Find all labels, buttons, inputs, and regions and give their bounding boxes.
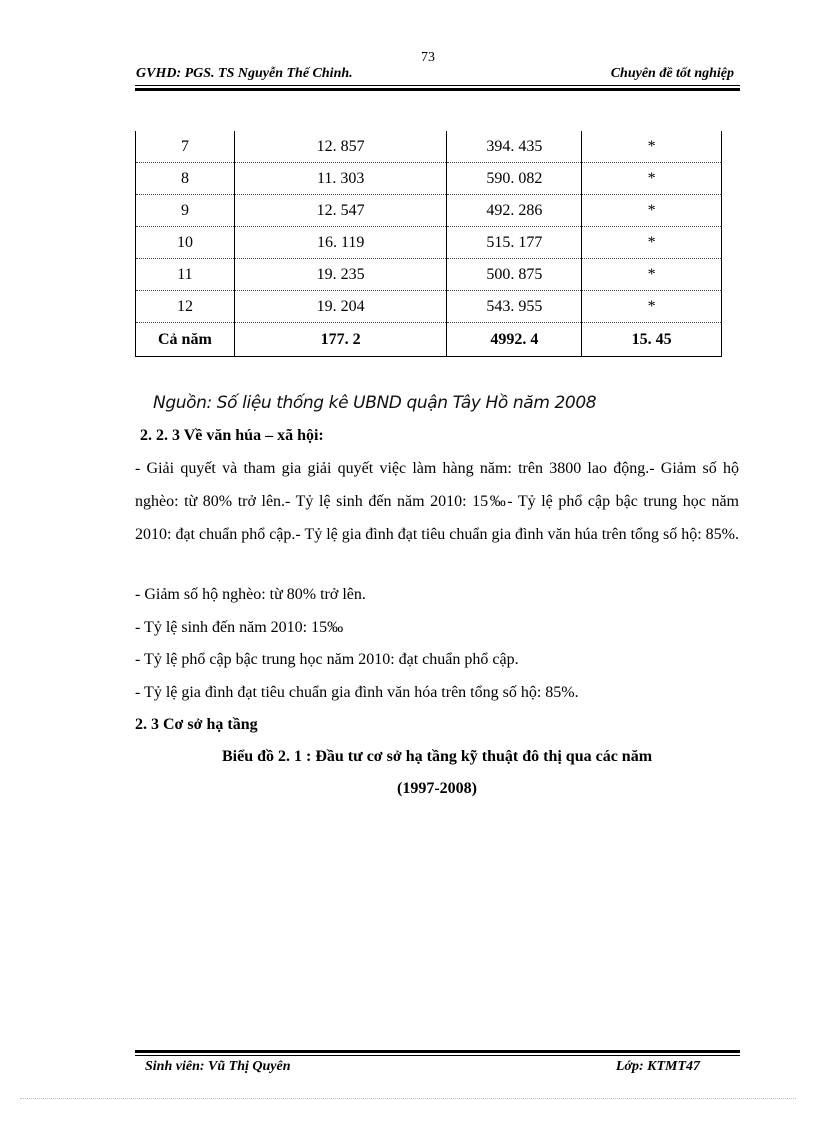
list-item: - Tỷ lệ gia đình đạt tiêu chuẩn gia đình văn hóa trên tổng số hộ: 85%. [135,684,579,701]
month-cell: 9 [136,195,235,227]
value-cell: 11. 303 [234,163,447,195]
value-cell: 515. 177 [447,227,582,259]
total-value-cell: 4992. 4 [447,323,582,357]
rate-cell: * [582,163,722,195]
table-row [136,291,722,323]
list-item: - Tỷ lệ sinh đến năm 2010: 15‰ [135,619,344,636]
month-cell: 10 [136,227,235,259]
page-edge-divider [20,1098,796,1099]
list-item: - Giảm số hộ nghèo: từ 80% trở lên. [135,586,366,603]
value-cell: 12. 857 [234,131,447,163]
month-cell: 12 [136,291,235,323]
rate-cell: * [582,195,722,227]
value-cell: 19. 204 [234,291,447,323]
table-row [136,227,722,259]
chart-caption-years: (1997-2008) [397,780,477,797]
section-heading-223: 2. 2. 3 Về văn húa – xã hội: [140,427,324,444]
list-item: - Tỷ lệ phổ cập bậc trung học năm 2010: đạt chuẩn phổ cập. [135,651,519,668]
source-note: Nguồn: Số liệu thống kê UBND quận Tây Hồ năm 2008 [153,393,597,413]
footer-rule-thin [135,1055,740,1056]
value-cell: 19. 235 [234,259,447,291]
rate-cell: * [582,227,722,259]
table-row [136,195,722,227]
value-cell: 500. 875 [447,259,582,291]
rate-cell: * [582,131,722,163]
table-row [136,163,722,195]
table-total-row [136,323,722,357]
header-thesis-title: Chuyên đề tốt nghiệp [610,66,734,81]
month-cell: 7 [136,131,235,163]
value-cell: 590. 082 [447,163,582,195]
header-advisor: GVHD: PGS. TS Nguyễn Thế Chinh. [136,66,353,81]
page-number: 73 [421,50,435,65]
value-cell: 16. 119 [234,227,447,259]
value-cell: 543. 955 [447,291,582,323]
header-rule-thin [135,85,740,86]
total-label-cell: Cả năm [136,323,235,357]
footer-rule-thick [135,1050,740,1053]
footer-class: Lớp: KTMT47 [615,1059,700,1074]
value-cell: 492. 286 [447,195,582,227]
body-paragraph: - Giải quyết và tham gia giải quyết việc làm hàng năm: trên 3800 lao động.- Giảm số hộ nghèo: từ 80% trở lên.- Tỷ lệ sinh đến năm 2010: 15‰- Tỷ lệ phổ cập bậc trung học năm 2010: đạt chuẩn phổ cập.- Tỷ lệ gia đình đạt tiêu chuẩn gia đình văn húa trên tổng số hộ: 85%. [135,460,740,543]
rate-cell: * [582,259,722,291]
table-row [136,259,722,291]
table-row [136,131,722,163]
month-cell: 11 [136,259,235,291]
footer-student: Sinh viên: Vũ Thị Quyên [145,1059,291,1074]
statistics-table [135,131,722,357]
total-rate-cell: 15. 45 [582,323,722,357]
month-cell: 8 [136,163,235,195]
header-rule-thick [135,88,740,91]
value-cell: 12. 547 [234,195,447,227]
total-value-cell: 177. 2 [234,323,447,357]
rate-cell: * [582,291,722,323]
section-heading-23: 2. 3 Cơ sở hạ tầng [135,716,258,733]
chart-caption: Biểu đồ 2. 1 : Đầu tư cơ sở hạ tầng kỹ thuật đô thị qua các năm [221,748,653,765]
value-cell: 394. 435 [447,131,582,163]
